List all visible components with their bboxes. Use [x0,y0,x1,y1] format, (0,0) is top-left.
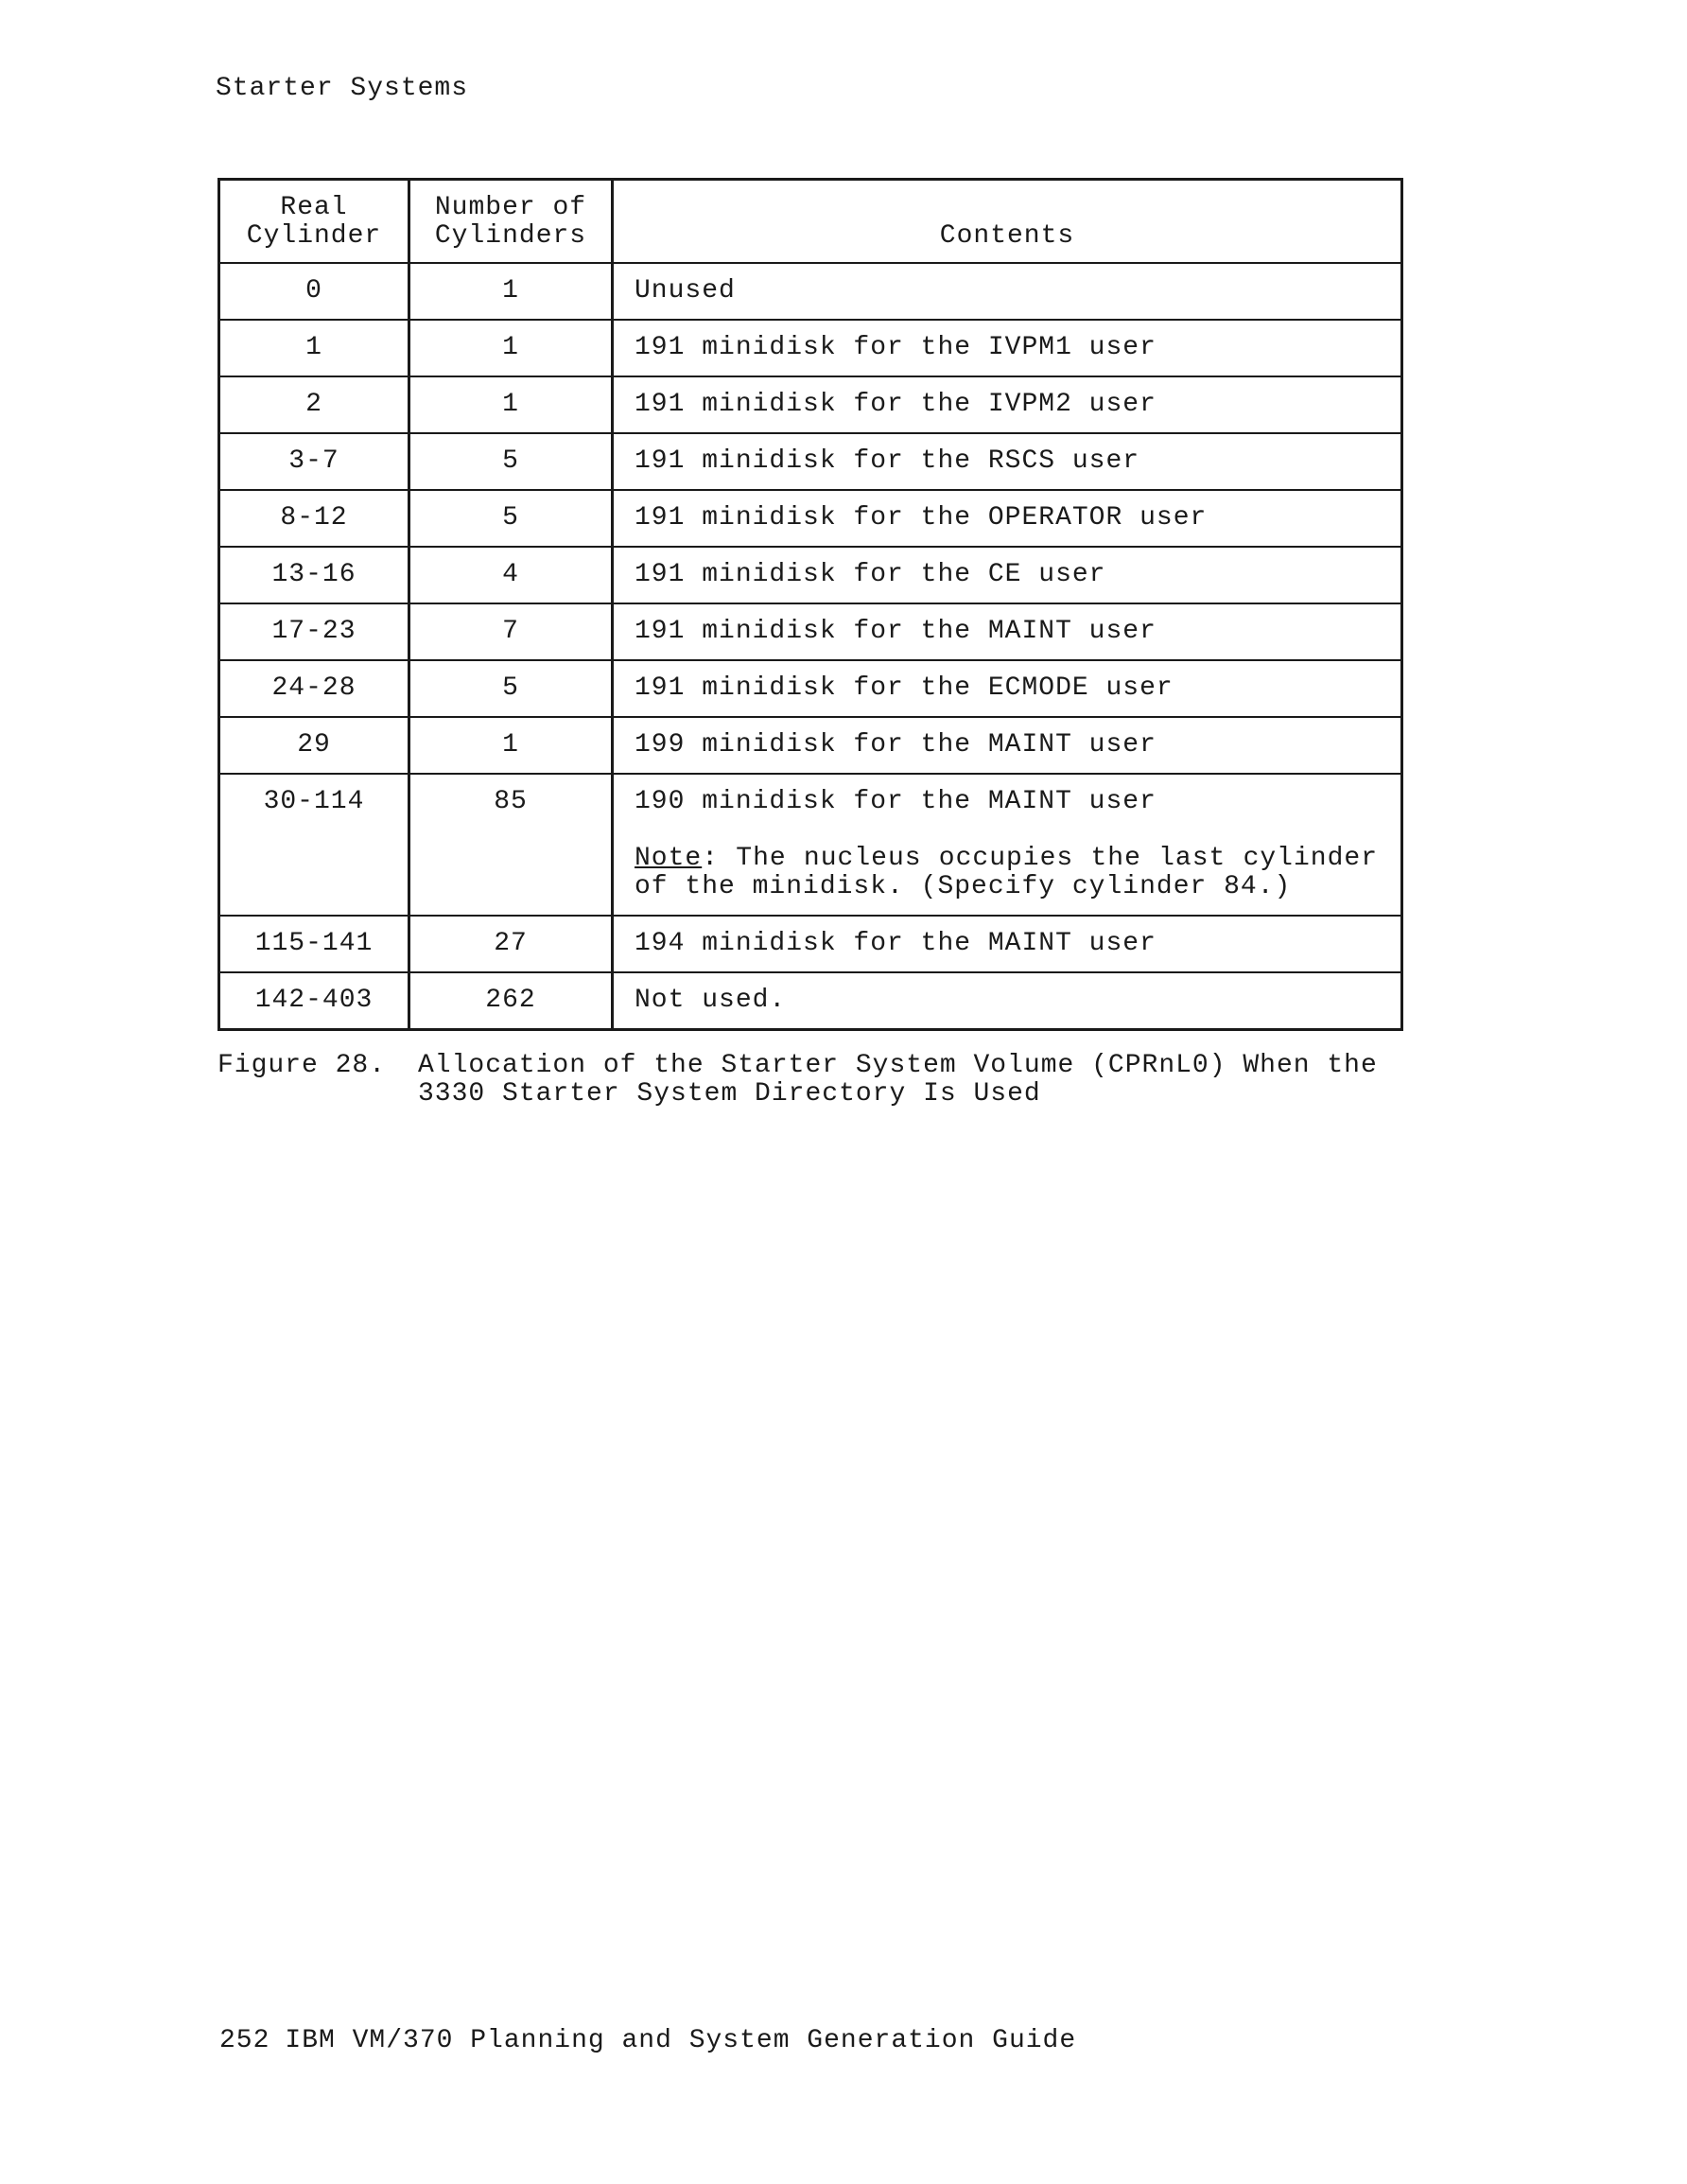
cell-real-cylinder: 29 [219,717,409,774]
running-head: Starter Systems [216,74,469,103]
cell-real-cylinder: 13-16 [219,547,409,603]
allocation-table [217,178,1403,1031]
cell-number-of-cylinders: 5 [409,660,613,717]
cell-number-of-cylinders: 262 [409,972,613,1030]
cell-number-of-cylinders: 1 [409,263,613,320]
cell-number-of-cylinders: 1 [409,717,613,774]
header-real-cylinder [219,180,409,264]
table-row [219,490,1402,547]
cell-number-of-cylinders: 85 [409,774,613,916]
cell-contents: 191 minidisk for the MAINT user [613,603,1402,660]
table-row [219,547,1402,603]
cell-real-cylinder: 3-7 [219,433,409,490]
cell-contents: Not used. [613,972,1402,1030]
page-number: 252 [219,2026,270,2055]
cell-contents: 191 minidisk for the RSCS user [613,433,1402,490]
header-number-line1: Number of [434,193,587,222]
table-row [219,717,1402,774]
cell-real-cylinder: 17-23 [219,603,409,660]
cell-number-of-cylinders: 27 [409,916,613,972]
cell-number-of-cylinders: 4 [409,547,613,603]
cell-number-of-cylinders: 1 [409,320,613,376]
note-spacer [635,816,1378,845]
table-row [219,972,1402,1030]
cell-real-cylinder: 0 [219,263,409,320]
table-row [219,660,1402,717]
cell-contents-with-note [613,774,1402,916]
table-header-row [219,180,1402,264]
note [635,845,1378,901]
figure-caption [217,1052,1409,1109]
table-row [219,433,1402,490]
figure-caption-text: Allocation of the Starter System Volume (CPRnL0) When the 3330 Starter System Directory Is Used [418,1051,1378,1109]
book-title: IBM VM/370 Planning and System Generation Guide [285,2026,1077,2055]
cell-real-cylinder: 30-114 [219,774,409,916]
cell-real-cylinder: 2 [219,376,409,433]
table-row [219,320,1402,376]
table-row [219,603,1402,660]
table-row [219,916,1402,972]
cell-contents: 190 minidisk for the MAINT user [635,787,1157,816]
cell-contents: 191 minidisk for the OPERATOR user [613,490,1402,547]
header-real-cylinder-line1: Real [280,193,348,222]
figure-label: Figure 28. [217,1051,387,1080]
header-real-cylinder-line2: Cylinder [246,221,382,251]
note-text: : The nucleus occupies the last cylinder of the minidisk. (Specify cylinder 84.) [635,844,1378,901]
cell-contents: 199 minidisk for the MAINT user [613,717,1402,774]
table-row [219,774,1402,916]
cell-real-cylinder: 1 [219,320,409,376]
cell-contents: 191 minidisk for the ECMODE user [613,660,1402,717]
cell-contents: 191 minidisk for the IVPM1 user [613,320,1402,376]
cell-number-of-cylinders: 5 [409,433,613,490]
cell-contents: Unused [613,263,1402,320]
cell-real-cylinder: 142-403 [219,972,409,1030]
cell-contents: 194 minidisk for the MAINT user [613,916,1402,972]
cell-number-of-cylinders: 5 [409,490,613,547]
cell-contents: 191 minidisk for the IVPM2 user [613,376,1402,433]
header-number-of-cylinders [409,180,613,264]
cell-real-cylinder: 8-12 [219,490,409,547]
cell-real-cylinder: 115-141 [219,916,409,972]
cell-real-cylinder: 24-28 [219,660,409,717]
header-contents: Contents [939,221,1075,251]
page-footer [219,2026,1076,2055]
header-number-line2: Cylinders [434,221,587,251]
cell-number-of-cylinders: 7 [409,603,613,660]
table-row [219,263,1402,320]
cell-number-of-cylinders: 1 [409,376,613,433]
table-row [219,376,1402,433]
cell-contents: 191 minidisk for the CE user [613,547,1402,603]
note-label: Note [635,844,703,873]
